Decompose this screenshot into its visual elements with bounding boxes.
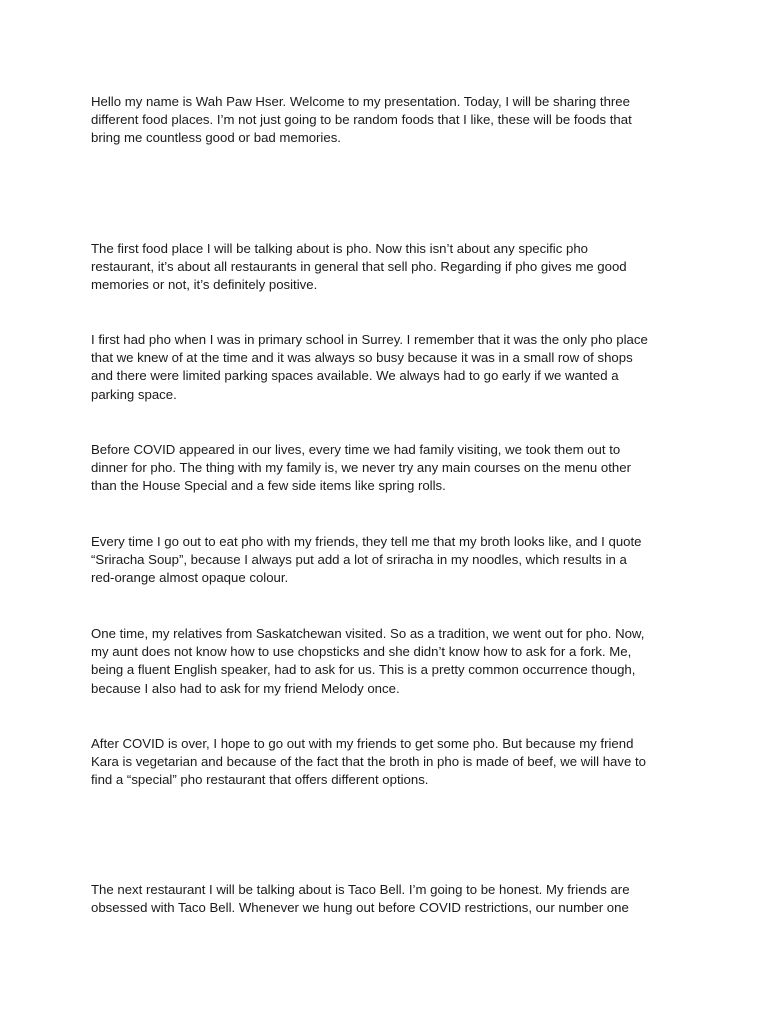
paragraph-line: Before COVID appeared in our lives, every time we had family visiting, we took them out to bbox=[91, 442, 621, 457]
paragraph-line: Kara is vegetarian and because of the fact that the broth in pho is made of beef, we will have to bbox=[91, 754, 646, 770]
paragraph-line: and there were limited parking spaces available. We always had to go early if we wanted a bbox=[91, 368, 619, 384]
paragraph-pho-intro bbox=[91, 240, 691, 295]
paragraph-pho-friends bbox=[91, 533, 691, 588]
paragraph-line: red-orange almost opaque colour. bbox=[91, 570, 289, 586]
paragraph-line: restaurant, it’s about all restaurants in general that sell pho. Regarding if pho gives me good bbox=[91, 259, 627, 275]
paragraph-line: my aunt does not know how to use chopsticks and she didn’t know how to ask for a fork. Me, bbox=[91, 644, 632, 660]
paragraph-line: parking space. bbox=[91, 386, 177, 402]
paragraph-pho-family bbox=[91, 441, 691, 496]
paragraph-line: The next restaurant I will be talking about is Taco Bell. I’m going to be honest. My friends are bbox=[91, 882, 630, 897]
paragraph-line: memories or not, it’s definitely positive. bbox=[91, 277, 318, 293]
paragraph-line: than the House Special and a few side items like spring rolls. bbox=[91, 478, 446, 494]
paragraph-line: dinner for pho. The thing with my family is, we never try any main courses on the menu other bbox=[91, 460, 631, 476]
paragraph-pho-after-covid bbox=[91, 735, 691, 790]
paragraph-line: find a “special” pho restaurant that offers different options. bbox=[91, 772, 429, 788]
paragraph-pho-first-time bbox=[91, 331, 691, 404]
paragraph-taco-bell-intro bbox=[91, 881, 691, 917]
paragraph-line: One time, my relatives from Saskatchewan visited. So as a tradition, we went out for pho. Now, bbox=[91, 626, 645, 641]
paragraph-line: different food places. I’m not just going to be random foods that I like, these will be foods that bbox=[91, 112, 632, 128]
paragraph-introduction bbox=[91, 93, 691, 148]
paragraph-line: that we knew of at the time and it was always so busy because it was in a small row of shops bbox=[91, 350, 633, 366]
paragraph-line: “Sriracha Soup”, because I always put add a lot of sriracha in my noodles, which results in a bbox=[91, 552, 627, 568]
paragraph-line: After COVID is over, I hope to go out with my friends to get some pho. But because my friend bbox=[91, 736, 634, 751]
paragraph-line: I first had pho when I was in primary school in Surrey. I remember that it was the only pho place bbox=[91, 332, 648, 347]
paragraph-pho-relatives bbox=[91, 625, 691, 698]
paragraph-line: because I also had to ask for my friend Melody once. bbox=[91, 680, 400, 696]
paragraph-line: Every time I go out to eat pho with my friends, they tell me that my broth looks like, and I quote bbox=[91, 534, 642, 549]
paragraph-line: obsessed with Taco Bell. Whenever we hung out before COVID restrictions, our number one bbox=[91, 900, 629, 916]
paragraph-line: being a fluent English speaker, had to ask for us. This is a pretty common occurrence though, bbox=[91, 662, 636, 678]
paragraph-line: The first food place I will be talking about is pho. Now this isn’t about any specific pho bbox=[91, 241, 588, 256]
paragraph-line: Hello my name is Wah Paw Hser. Welcome to my presentation. Today, I will be sharing three bbox=[91, 94, 630, 109]
paragraph-line: bring me countless good or bad memories. bbox=[91, 130, 341, 146]
